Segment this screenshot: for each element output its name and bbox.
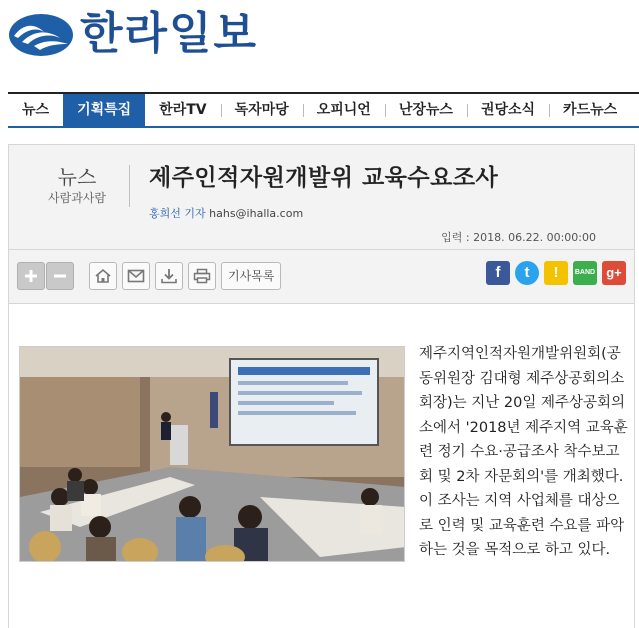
email-button[interactable] bbox=[122, 262, 150, 290]
reporter-name[interactable]: 홍희선 기자 bbox=[149, 207, 206, 220]
article-list-button[interactable]: 기사목록 bbox=[221, 262, 281, 290]
home-icon bbox=[94, 268, 112, 284]
download-icon bbox=[160, 268, 178, 284]
facebook-share-icon[interactable]: f bbox=[486, 261, 510, 285]
nav-item-halla-tv[interactable]: 한라TV bbox=[159, 102, 207, 118]
googleplus-share-icon[interactable]: g+ bbox=[602, 261, 626, 285]
article-text-container bbox=[21, 342, 633, 568]
zoom-out-button[interactable] bbox=[46, 262, 74, 290]
article-body-text: 제주지역인적자원개발위원회(공동위원장 김대형 제주상공회의소 회장)는 지난 20일 제주상공회의소에서 '2018년 제주지역 교육훈련 정기 수요·공급조사 착수보고회 및 2차 자문회의'를 개최했다. 이 조사는 지역 사업체를 대상으로 인력 및 교육훈련 수요를 파악하는 것을 목적으로 하고 있다. bbox=[419, 346, 628, 558]
article-header bbox=[8, 144, 635, 304]
toolbar-divider bbox=[9, 249, 634, 250]
nav-item-card-news[interactable]: 카드뉴스 bbox=[549, 94, 631, 126]
article-title: 제주인적자원개발위 교육수요조사 bbox=[149, 165, 499, 191]
main-nav bbox=[8, 92, 639, 128]
site-logo-text[interactable]: 한라일보 bbox=[80, 8, 259, 59]
nav-item-opinion[interactable]: 오피니언 bbox=[303, 94, 385, 126]
published-date: 입력 : 2018. 06.22. 00:00:00 bbox=[441, 231, 596, 244]
print-button[interactable] bbox=[188, 262, 216, 290]
reporter-email[interactable]: hahs@ihalla.com bbox=[209, 207, 304, 220]
halla-wave-logo-icon[interactable] bbox=[8, 12, 74, 58]
nav-item-gwondang[interactable]: 권당소식 bbox=[467, 94, 549, 126]
kakaostory-share-icon[interactable]: ! bbox=[544, 261, 568, 285]
masthead bbox=[0, 0, 639, 90]
byline bbox=[149, 205, 303, 221]
article-body bbox=[8, 304, 635, 628]
nav-item-news[interactable]: 뉴스 bbox=[22, 102, 50, 118]
section-divider bbox=[129, 165, 130, 207]
share-buttons bbox=[481, 261, 626, 285]
article-toolbar bbox=[17, 261, 281, 291]
download-button[interactable] bbox=[155, 262, 183, 290]
section-label[interactable]: 뉴스 bbox=[57, 165, 97, 189]
minus-icon bbox=[53, 269, 67, 283]
zoom-in-button[interactable] bbox=[17, 262, 45, 290]
band-share-icon[interactable]: BAND bbox=[573, 261, 597, 285]
print-icon bbox=[193, 268, 211, 284]
subsection-label[interactable]: 사람과사람 bbox=[48, 191, 106, 205]
home-button[interactable] bbox=[89, 262, 117, 290]
plus-icon bbox=[24, 269, 38, 283]
twitter-share-icon[interactable]: t bbox=[515, 261, 539, 285]
nav-item-readers[interactable]: 독자마당 bbox=[221, 94, 303, 126]
mail-icon bbox=[127, 269, 145, 283]
nav-item-feature[interactable]: 기획특집 bbox=[63, 94, 145, 126]
nav-item-nanjang-news[interactable]: 난장뉴스 bbox=[385, 94, 467, 126]
